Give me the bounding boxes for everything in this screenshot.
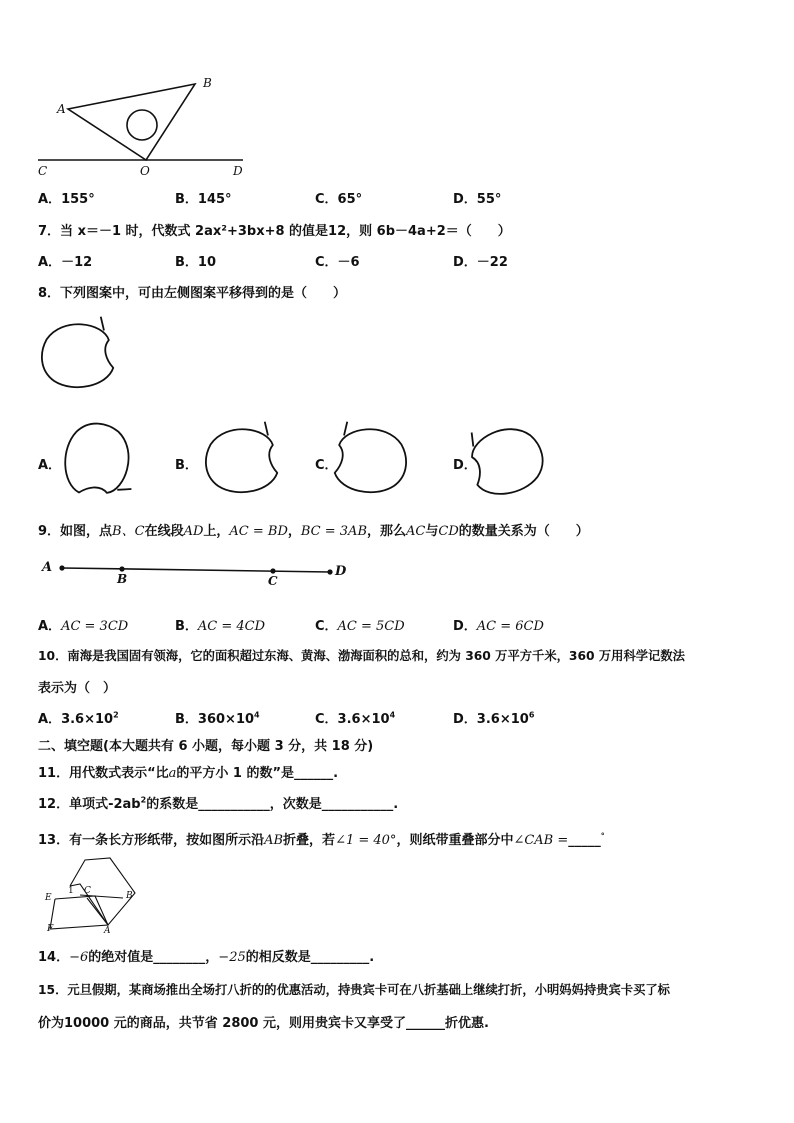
q6-label-d: D [233, 164, 243, 178]
option-text: 155° [61, 192, 95, 207]
q14-text-part: 14． [38, 950, 70, 965]
option-text: AC = 4CD [197, 619, 266, 634]
option-letter: D． [453, 619, 477, 634]
option-text: 10 [197, 255, 217, 270]
q11-answer-blank[interactable]: ______ [294, 766, 334, 781]
option-letter: A． [38, 712, 62, 727]
option-text: －12 [61, 255, 93, 270]
q13-text-part: 13．有一条长方形纸带，按如图所示沿 [38, 833, 265, 848]
q9-label-c: C [268, 574, 278, 588]
q8-option-a[interactable]: A． [38, 458, 62, 473]
q14-text-part: ， [205, 950, 219, 965]
q13-label-a: A [104, 926, 111, 936]
q9-label-a: A [42, 560, 53, 575]
q10-line2: 表示为（ ） [38, 681, 117, 696]
q13-answer-blank[interactable]: _____ [568, 833, 601, 848]
q9-text-part: ， [287, 524, 301, 539]
q9-text-part: B、C [112, 524, 145, 539]
option-text: 3.6×10 [337, 712, 390, 727]
q15-answer-blank[interactable]: ______ [406, 1016, 445, 1031]
option-text: 360×10 [197, 712, 255, 727]
q15-text-part: 折优惠. [445, 1016, 489, 1031]
q9-text-part: 的数量关系为（ ） [458, 524, 589, 539]
q12-text-part: 的系数是 [146, 797, 199, 812]
q9-text-part: AD [183, 524, 204, 539]
option-letter: A． [38, 619, 62, 634]
q8-option-d[interactable]: D． [453, 458, 477, 473]
option-letter: D． [453, 255, 477, 270]
q9-text-part: CD [438, 524, 459, 539]
q9-text-part: 在线段 [144, 524, 184, 539]
q13-text-part: 折叠，若 [283, 833, 336, 848]
q9-text-part: BC = 3AB [300, 524, 368, 539]
option-letter: A． [38, 255, 62, 270]
option-text: －22 [476, 255, 508, 270]
option-text: AC = 3CD [61, 619, 129, 634]
option-exponent: 2 [113, 710, 119, 720]
option-text: 145° [197, 192, 232, 207]
q9-text-part: 9．如图，点 [38, 524, 113, 539]
option-text: 3.6×10 [476, 712, 529, 727]
option-letter: A． [38, 192, 62, 207]
option-letter: D． [453, 192, 477, 207]
option-letter: C． [315, 712, 338, 727]
option-text: －6 [337, 255, 360, 270]
q13-degree-sign: ° [600, 831, 605, 841]
q13-text-part: ，则纸带重叠部分中 [396, 833, 514, 848]
option-letter: B． [175, 619, 198, 634]
q8-option-b[interactable]: B． [175, 458, 198, 473]
q14-abs-blank[interactable]: ________ [153, 950, 206, 965]
q14-opposite-blank[interactable]: _________ [310, 950, 370, 965]
q9-label-b: B [117, 572, 128, 586]
option-text: 3.6×10 [61, 712, 114, 727]
option-text: AC = 6CD [476, 619, 544, 634]
option-exponent: 6 [528, 710, 535, 720]
option-text: 55° [476, 192, 502, 207]
q13-label-e: E [45, 893, 52, 903]
q8-text: 8．下列图案中，可由左侧图案平移得到的是（ ） [38, 286, 347, 301]
q13-variable: AB [264, 833, 284, 848]
q14-text [38, 946, 374, 965]
q12-exponent: 2 [140, 795, 147, 805]
q9-text-part: 上， [203, 524, 230, 539]
q12-text-part: . [393, 797, 399, 812]
q6-label-o: O [140, 164, 150, 178]
q14-value: −25 [218, 950, 246, 965]
option-text: 65° [337, 192, 363, 207]
q10-line1: 10．南海是我国固有领海，它的面积超过东海、黄海、渤海面积的总和，约为 360 万平方千米，360 万用科学记数法 [38, 649, 685, 663]
q13-label-c: C [84, 886, 91, 896]
q13-label-f: F [47, 924, 54, 934]
option-letter: C． [315, 619, 338, 634]
q15-line1: 15．元旦假期，某商场推出全场打八折的的优惠活动，持贵宾卡可在八折基础上继续打折，小明妈妈持贵宾卡买了标 [38, 983, 670, 997]
q8-option-c[interactable]: C． [315, 458, 338, 473]
q12-coefficient-blank[interactable]: ___________ [198, 797, 270, 812]
q6-label-b: B [203, 76, 212, 90]
option-exponent: 4 [389, 710, 396, 720]
option-letter: B． [175, 192, 198, 207]
option-letter: C． [315, 192, 338, 207]
q14-text-part: . [369, 950, 375, 965]
q15-line2 [38, 1012, 489, 1031]
q11-text-part: 11．用代数式表示“比 [38, 766, 169, 781]
q13-label-b: B [126, 891, 133, 901]
q11-text-part: 的平方小 1 的数”是 [176, 766, 295, 781]
option-letter: B． [175, 712, 198, 727]
option-letter: B． [175, 255, 198, 270]
q6-label-c: C [38, 164, 48, 178]
q13-label-1: 1 [68, 886, 74, 896]
option-letter: C． [315, 255, 338, 270]
q11-text-part: . [333, 766, 339, 781]
q12-degree-blank[interactable]: ___________ [321, 797, 394, 812]
q15-text-part: 价为10000 元的商品，共节省 2800 元，则用贵宾卡又享受了 [38, 1016, 406, 1031]
q9-text-part: 与 [425, 524, 439, 539]
q12-text-part: 12．单项式-2ab [38, 797, 141, 812]
option-letter: D． [453, 712, 477, 727]
q13-condition: ∠1 = 40° [335, 833, 397, 848]
q11-variable: a [168, 766, 177, 781]
q14-text-part: 的相反数是 [245, 950, 311, 965]
q14-text-part: 的绝对值是 [88, 950, 154, 965]
q9-label-d: D [335, 564, 347, 579]
option-text: AC = 5CD [337, 619, 405, 634]
q12-text-part: ，次数是 [269, 797, 322, 812]
q7-text: 7．当 x＝－1 时，代数式 2ax²+3bx+8 的值是12，则 6b－4a+2＝（ ） [38, 224, 511, 239]
section-2-heading: 二、填空题(本大题共有 6 小题，每小题 3 分，共 18 分) [38, 739, 374, 754]
q14-value: −6 [69, 950, 89, 965]
q9-text-part: AC [406, 524, 426, 539]
q9-text-part: ，那么 [367, 524, 407, 539]
q9-text-part: AC = BD [229, 524, 288, 539]
q13-ask: ∠CAB = [513, 833, 569, 848]
option-exponent: 4 [254, 710, 260, 720]
q6-label-a: A [57, 102, 66, 116]
